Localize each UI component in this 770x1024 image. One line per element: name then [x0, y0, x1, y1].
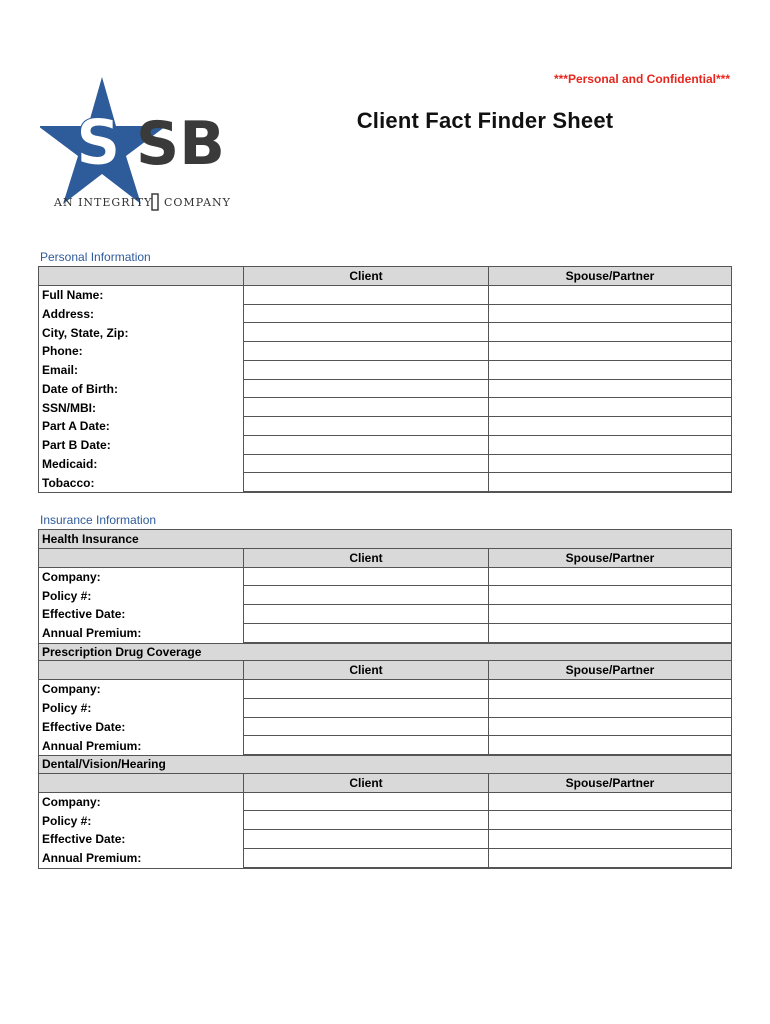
table-row — [39, 436, 731, 455]
subsection-title: Health Insurance — [39, 530, 731, 549]
table-row — [39, 305, 731, 324]
field-label: Policy #: — [42, 813, 92, 828]
field-label: Phone: — [42, 344, 83, 359]
table-row — [39, 323, 731, 342]
table-row — [39, 793, 731, 812]
client-value-field[interactable] — [243, 736, 488, 755]
spouse-value-field[interactable] — [488, 568, 731, 587]
table-row — [39, 455, 731, 474]
column-header-client: Client — [243, 774, 488, 792]
field-label: Address: — [42, 306, 95, 321]
logo-letters: SB — [136, 109, 225, 179]
spouse-value-field[interactable] — [488, 417, 731, 436]
client-value-field[interactable] — [243, 586, 488, 605]
field-label: Effective Date: — [42, 719, 126, 734]
client-value-field[interactable] — [243, 811, 488, 830]
spouse-value-field[interactable] — [488, 849, 731, 868]
field-label: Annual Premium: — [42, 851, 142, 866]
header-label-cell — [39, 549, 243, 567]
spouse-value-field[interactable] — [488, 605, 731, 624]
field-label: Tobacco: — [42, 475, 95, 490]
field-label: SSN/MBI: — [42, 400, 96, 415]
column-header-client: Client — [243, 267, 488, 285]
client-value-field[interactable] — [243, 680, 488, 699]
personal-rows — [39, 286, 731, 492]
column-header-spouse: Spouse/Partner — [488, 267, 731, 285]
table-row — [39, 624, 731, 643]
table-row — [39, 417, 731, 436]
spouse-value-field[interactable] — [488, 811, 731, 830]
table-row — [39, 736, 731, 755]
table-row — [39, 398, 731, 417]
header-label-cell — [39, 267, 243, 285]
spouse-value-field[interactable] — [488, 286, 731, 305]
table-row — [39, 849, 731, 868]
insurance-information-table — [38, 529, 732, 869]
insurance-information-heading: Insurance Information — [40, 513, 157, 527]
spouse-value-field[interactable] — [488, 323, 731, 342]
client-value-field[interactable] — [243, 624, 488, 643]
table-row — [39, 830, 731, 849]
field-label: Annual Premium: — [42, 626, 142, 641]
column-header-client: Client — [243, 661, 488, 679]
spouse-value-field[interactable] — [488, 361, 731, 380]
table-row — [39, 568, 731, 587]
client-value-field[interactable] — [243, 473, 488, 492]
field-label: Full Name: — [42, 288, 104, 303]
column-header-spouse: Spouse/Partner — [488, 549, 731, 567]
field-label: Annual Premium: — [42, 738, 142, 753]
field-label: Effective Date: — [42, 832, 126, 847]
field-label: Part B Date: — [42, 438, 111, 453]
client-value-field[interactable] — [243, 417, 488, 436]
table-header-row — [39, 549, 731, 568]
field-label: City, State, Zip: — [42, 325, 129, 340]
table-row — [39, 586, 731, 605]
client-value-field[interactable] — [243, 793, 488, 812]
table-header-row — [39, 774, 731, 793]
spouse-value-field[interactable] — [488, 436, 731, 455]
spouse-value-field[interactable] — [488, 473, 731, 492]
table-row — [39, 718, 731, 737]
client-value-field[interactable] — [243, 323, 488, 342]
table-row — [39, 380, 731, 399]
field-label: Policy #: — [42, 588, 92, 603]
client-value-field[interactable] — [243, 455, 488, 474]
spouse-value-field[interactable] — [488, 793, 731, 812]
field-label: Effective Date: — [42, 607, 126, 622]
table-row — [39, 680, 731, 699]
spouse-value-field[interactable] — [488, 305, 731, 324]
client-value-field[interactable] — [243, 699, 488, 718]
client-value-field[interactable] — [243, 286, 488, 305]
logo-mark-icon — [152, 194, 158, 210]
client-value-field[interactable] — [243, 380, 488, 399]
header-label-cell — [39, 661, 243, 679]
client-value-field[interactable] — [243, 342, 488, 361]
client-value-field[interactable] — [243, 436, 488, 455]
field-label: Company: — [42, 569, 101, 584]
table-row — [39, 811, 731, 830]
header-label-cell — [39, 774, 243, 792]
logo-tagline-right: COMPANY — [164, 196, 231, 209]
client-value-field[interactable] — [243, 830, 488, 849]
client-value-field[interactable] — [243, 361, 488, 380]
spouse-value-field[interactable] — [488, 736, 731, 755]
table-row — [39, 473, 731, 492]
personal-information-table — [38, 266, 732, 493]
subsection-title: Dental/Vision/Hearing — [39, 755, 731, 774]
subsection-title: Prescription Drug Coverage — [39, 643, 731, 662]
field-label: Company: — [42, 794, 101, 809]
table-row — [39, 286, 731, 305]
spouse-value-field[interactable] — [488, 680, 731, 699]
column-header-spouse: Spouse/Partner — [488, 661, 731, 679]
client-value-field[interactable] — [243, 568, 488, 587]
client-value-field[interactable] — [243, 305, 488, 324]
page-title: Client Fact Finder Sheet — [356, 108, 614, 133]
logo-tagline-left: AN INTEGRITY — [54, 196, 153, 209]
spouse-value-field[interactable] — [488, 342, 731, 361]
spouse-value-field[interactable] — [488, 830, 731, 849]
logo-s-letter: S — [76, 106, 121, 179]
table-row — [39, 699, 731, 718]
table-row — [39, 342, 731, 361]
confidential-notice: ***Personal and Confidential*** — [553, 72, 730, 86]
table-row — [39, 361, 731, 380]
field-label: Medicaid: — [42, 456, 98, 471]
spouse-value-field[interactable] — [488, 455, 731, 474]
client-value-field[interactable] — [243, 398, 488, 417]
spouse-value-field[interactable] — [488, 624, 731, 643]
ssb-logo — [40, 74, 240, 214]
column-header-spouse: Spouse/Partner — [488, 774, 731, 792]
field-label: Company: — [42, 682, 101, 697]
column-header-client: Client — [243, 549, 488, 567]
spouse-value-field[interactable] — [488, 398, 731, 417]
spouse-value-field[interactable] — [488, 718, 731, 737]
table-header-row — [39, 661, 731, 680]
spouse-value-field[interactable] — [488, 699, 731, 718]
personal-information-heading: Personal Information — [40, 250, 151, 264]
table-header-row — [39, 267, 731, 286]
client-value-field[interactable] — [243, 718, 488, 737]
client-value-field[interactable] — [243, 605, 488, 624]
field-label: Date of Birth: — [42, 381, 118, 396]
spouse-value-field[interactable] — [488, 586, 731, 605]
field-label: Part A Date: — [42, 419, 110, 434]
table-row — [39, 605, 731, 624]
spouse-value-field[interactable] — [488, 380, 731, 399]
field-label: Policy #: — [42, 701, 92, 716]
client-value-field[interactable] — [243, 849, 488, 868]
field-label: Email: — [42, 363, 79, 378]
